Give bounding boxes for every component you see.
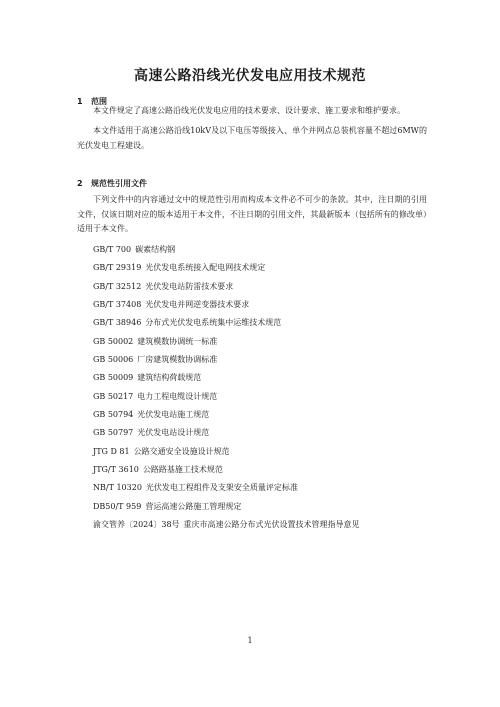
reference-code: GB 50006	[93, 355, 134, 365]
reference-name: 光伏发电站防雷技术要求	[145, 281, 234, 291]
section-number: 2	[77, 179, 83, 188]
reference-name: 建筑模数协调统一标准	[137, 336, 218, 346]
reference-name: 碳素结构钢	[135, 245, 176, 254]
section-title: 范围	[91, 97, 107, 106]
reference-item	[93, 483, 360, 501]
reference-code: GB/T 32512	[93, 281, 142, 291]
reference-item	[93, 465, 360, 483]
reference-code: NB/T 10320	[93, 483, 142, 493]
document-title: 高速公路沿线光伏发电应用技术规范	[134, 68, 366, 84]
reference-code: GB/T 700	[93, 245, 132, 254]
reference-name: 营运高速公路施工管理规定	[145, 501, 242, 511]
reference-item	[93, 520, 360, 538]
reference-code: GB/T 37408	[93, 300, 142, 310]
reference-name: 光伏发电站设计规范	[137, 428, 210, 438]
reference-item	[93, 245, 360, 263]
reference-item	[93, 392, 360, 410]
reference-code: DB50/T 959	[93, 501, 142, 511]
section-1-paragraph-1: 本文件规定了高速公路沿线光伏发电应用的技术要求、设计要求、施工要求和维护要求。	[93, 106, 405, 115]
reference-item	[93, 373, 360, 391]
section-2-paragraph-1: 下列文件中的内容通过文中的规范性引用而构成本文件必不可少的条款。其中，注日期的引用文件，仅该日期对应的版本适用于本文件，不注日期的引用文件，其最新版本（包括所有的修改单）适用于本文件。	[77, 195, 427, 233]
reference-code: GB/T 38946	[93, 318, 142, 328]
reference-item	[93, 502, 360, 520]
section-2-heading	[77, 178, 147, 189]
page-number: 1	[247, 636, 253, 645]
section-1-paragraph-2: 本文件适用于高速公路沿线10kV及以下电压等级接入、单个并网点总装机容量不超过6MW的光伏发电工程建设。	[77, 126, 427, 150]
reference-code: JTG D 81	[93, 446, 130, 456]
reference-item	[93, 337, 360, 355]
reference-item	[93, 282, 360, 300]
reference-code: 渝交管养〔2024〕38号	[93, 520, 180, 530]
reference-name: 厂房建筑模数协调标准	[137, 355, 218, 365]
reference-item	[93, 428, 360, 446]
reference-name: 光伏发电系统接入配电网技术规定	[145, 263, 266, 273]
reference-name: 分布式光伏发电系统集中运维技术规范	[145, 318, 282, 328]
reference-code: GB 50002	[93, 336, 134, 346]
reference-item	[93, 410, 360, 428]
section-title: 规范性引用文件	[91, 179, 147, 188]
reference-code: GB/T 29319	[93, 263, 142, 273]
reference-name: 建筑结构荷载规范	[137, 373, 202, 383]
reference-name: 光伏发电站施工规范	[137, 410, 210, 420]
reference-code: GB 50794	[93, 410, 134, 420]
reference-code: GB 50009	[93, 373, 134, 383]
reference-name: 公路路基施工技术规范	[142, 465, 223, 475]
reference-name: 公路交通安全设施设计规范	[133, 446, 230, 456]
reference-name: 光伏发电工程组件及支架安全质量评定标准	[145, 483, 298, 493]
reference-item	[93, 318, 360, 336]
reference-name: 重庆市高速公路分布式光伏设置技术管理指导意见	[183, 520, 360, 530]
reference-code: JTG/T 3610	[93, 465, 139, 475]
section-number: 1	[77, 97, 83, 106]
reference-item	[93, 300, 360, 318]
reference-name: 光伏发电并网逆变器技术要求	[145, 300, 250, 310]
reference-list	[93, 245, 360, 539]
reference-name: 电力工程电缆设计规范	[137, 391, 218, 401]
reference-code: GB 50797	[93, 428, 134, 438]
reference-item	[93, 447, 360, 465]
reference-item	[93, 355, 360, 373]
reference-item	[93, 263, 360, 281]
reference-code: GB 50217	[93, 391, 134, 401]
